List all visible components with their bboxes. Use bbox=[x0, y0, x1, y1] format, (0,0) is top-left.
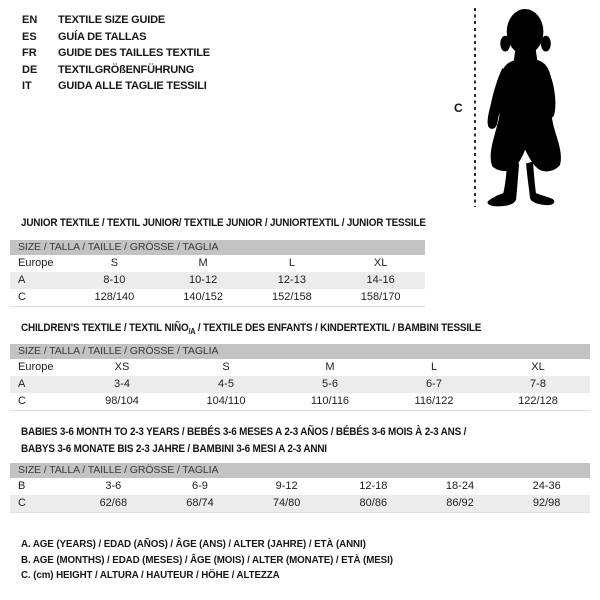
guide-title-it: GUIDA ALLE TAGLIE TESSILI bbox=[58, 80, 207, 93]
row-label: A bbox=[18, 274, 26, 286]
age-cell: 10-12 bbox=[189, 274, 218, 286]
age-cell: 7-8 bbox=[530, 378, 546, 390]
height-cell: 92/98 bbox=[532, 497, 561, 509]
age-cell: 3-4 bbox=[114, 378, 130, 390]
size-cell: S bbox=[110, 257, 119, 269]
height-measure-figure bbox=[440, 0, 600, 215]
height-cell: 122/128 bbox=[518, 395, 558, 407]
language-row-de bbox=[22, 62, 210, 79]
guide-title-de: TEXTILGRÖßENFÜHRUNG bbox=[58, 63, 195, 76]
age-cell: 12-18 bbox=[359, 480, 388, 492]
language-code: ES bbox=[22, 30, 37, 43]
height-cell: 74/80 bbox=[272, 497, 301, 509]
height-cell: 86/92 bbox=[446, 497, 474, 509]
height-measure-label: C bbox=[454, 101, 463, 115]
children-title-suffix: / TEXTILE DES ENFANTS / KINDERTEXTIL / BAMBINI TESSILE bbox=[195, 322, 482, 334]
age-cell: 12-13 bbox=[277, 274, 306, 286]
language-code: FR bbox=[22, 47, 37, 60]
height-cell: 140/152 bbox=[183, 291, 223, 303]
height-cell: 116/122 bbox=[414, 395, 454, 407]
row-label: C bbox=[18, 497, 26, 509]
measure-key-legend bbox=[21, 537, 421, 584]
row-label: A bbox=[18, 378, 26, 390]
junior-section-title: JUNIOR TEXTILE / TEXTIL JUNIOR/ TEXTILE JUNIOR / JUNIORTEXTIL / JUNIOR TESSILE bbox=[21, 217, 426, 229]
table-row-europe bbox=[10, 255, 425, 272]
table-row-age-years bbox=[10, 272, 425, 289]
height-dotted-line bbox=[474, 8, 476, 207]
height-cell: 128/140 bbox=[94, 291, 135, 303]
language-row-it bbox=[22, 78, 210, 95]
babies-title-line2: BABYS 3-6 MONATE BIS 2-3 JAHRE / BAMBINI 3-6 MESI A 2-3 ANNI bbox=[21, 442, 327, 455]
babies-title-line1: BABIES 3-6 MONTH TO 2-3 YEARS / BEBÉS 3-6 MESES A 2-3 AÑOS / BÉBÉS 3-6 MOIS À 2-3 ANS / bbox=[21, 426, 467, 438]
size-cell: XL bbox=[373, 257, 388, 269]
language-code: EN bbox=[22, 14, 38, 26]
legend-height: C. (cm) HEIGHT / ALTURA / HAUTEUR / HÖHE / ALTEZZA bbox=[21, 569, 280, 581]
row-label: B bbox=[18, 480, 26, 492]
table-row-age-years bbox=[10, 376, 590, 393]
junior-size-table bbox=[10, 240, 425, 307]
height-cell: 68/74 bbox=[186, 497, 214, 509]
height-cell: 110/116 bbox=[310, 395, 350, 407]
guide-title-fr: GUIDE DES TAILLES TEXTILE bbox=[58, 47, 210, 60]
table-row-height bbox=[10, 289, 425, 306]
age-cell: 6-7 bbox=[426, 378, 442, 390]
height-cell: 104/110 bbox=[206, 395, 246, 407]
age-cell: 5-6 bbox=[322, 378, 338, 390]
children-section-title bbox=[21, 320, 481, 341]
language-title-list bbox=[22, 12, 210, 95]
size-cell: M bbox=[325, 361, 335, 373]
guide-title-en: TEXTILE SIZE GUIDE bbox=[58, 14, 166, 26]
size-cell: M bbox=[198, 257, 208, 269]
language-row-es bbox=[22, 29, 210, 46]
row-label: Europe bbox=[18, 257, 54, 269]
height-cell: 152/158 bbox=[271, 291, 312, 303]
size-cell: XS bbox=[114, 361, 130, 373]
size-header-bar: SIZE / TALLA / TAILLE / GRÖSSE / TAGLIA bbox=[10, 344, 590, 359]
language-row-en bbox=[22, 12, 210, 29]
age-cell: 6-9 bbox=[192, 480, 208, 492]
row-label: Europe bbox=[18, 361, 54, 373]
children-title-subscript: /A bbox=[188, 327, 196, 337]
language-row-fr bbox=[22, 45, 210, 62]
size-cell: XL bbox=[531, 361, 545, 373]
size-cell: L bbox=[288, 257, 295, 269]
row-label: C bbox=[18, 395, 26, 407]
language-code: DE bbox=[22, 63, 38, 76]
age-cell: 24-36 bbox=[532, 480, 561, 492]
toddler-silhouette-icon bbox=[483, 5, 580, 213]
guide-title-es: GUÍA DE TALLAS bbox=[58, 30, 147, 43]
row-label: C bbox=[18, 291, 26, 303]
legend-age-years: A. AGE (YEARS) / EDAD (AÑOS) / ÂGE (ANS) / ALTER (JAHRE) / ETÀ (ANNI) bbox=[21, 538, 366, 550]
legend-age-months: B. AGE (MONTHS) / EDAD (MESES) / ÂGE (MOIS) / ALTER (MONATE) / ETÀ (MESI) bbox=[21, 553, 393, 566]
babies-section-title bbox=[21, 424, 466, 457]
babies-size-table bbox=[10, 463, 590, 513]
age-cell: 9-12 bbox=[275, 480, 298, 492]
table-row-height bbox=[10, 495, 590, 512]
size-header-bar: SIZE / TALLA / TAILLE / GRÖSSE / TAGLIA bbox=[10, 463, 590, 478]
table-row-age-months bbox=[10, 478, 590, 495]
height-cell: 158/170 bbox=[360, 291, 401, 303]
height-cell: 62/68 bbox=[99, 497, 128, 509]
height-cell: 80/86 bbox=[359, 497, 388, 509]
language-code: IT bbox=[22, 80, 32, 93]
age-cell: 18-24 bbox=[445, 480, 475, 492]
size-header-bar: SIZE / TALLA / TAILLE / GRÖSSE / TAGLIA bbox=[10, 240, 425, 255]
age-cell: 14-16 bbox=[366, 274, 395, 286]
table-row-height bbox=[10, 393, 590, 410]
age-cell: 8-10 bbox=[103, 274, 126, 286]
table-row-europe bbox=[10, 359, 590, 376]
size-cell: S bbox=[222, 361, 230, 373]
age-cell: 4-5 bbox=[218, 378, 234, 390]
children-title-prefix: CHILDREN'S TEXTILE / TEXTIL NIÑO bbox=[21, 322, 189, 334]
age-cell: 3-6 bbox=[105, 480, 122, 492]
children-size-table bbox=[10, 344, 590, 411]
height-cell: 98/104 bbox=[105, 395, 139, 407]
size-cell: L bbox=[430, 361, 438, 373]
